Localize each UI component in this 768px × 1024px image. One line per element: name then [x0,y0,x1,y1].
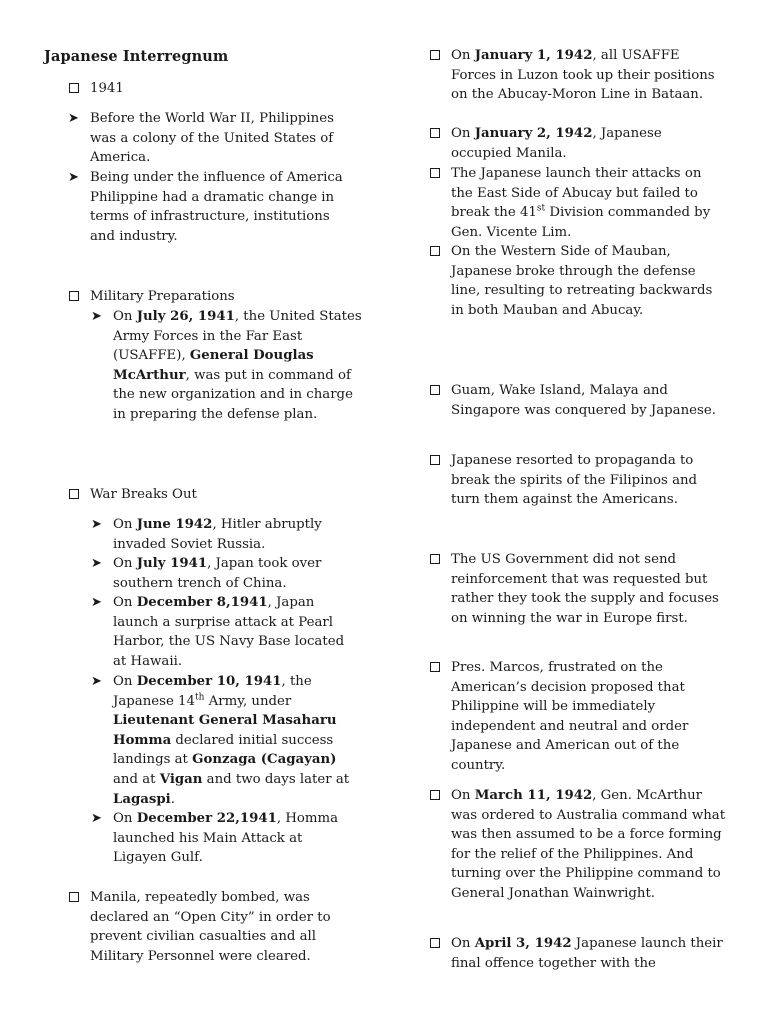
item-text: Japanese resorted to propaganda to break the spirits of the Filipinos and turn them against the Americans. [451,453,698,508]
arrow-bullet-icon: ➤ [68,170,79,185]
arrow-bullet-icon: ➤ [91,309,102,324]
place-name: Vigan [159,771,203,787]
item-text: declared initial success landings at [113,732,334,768]
item-text: On the Western Side of Mauban, Japanese broke through the defense line, resulting to retreating backwards in both Mauban and Abucay. [451,244,713,318]
arrow-bullet-icon: ➤ [91,556,102,571]
list-item-war-2 [91,554,353,593]
list-item-right-4 [451,242,726,320]
list-item-military-1 [91,307,363,425]
item-text: Military Preparations [90,289,235,304]
item-text: War Breaks Out [90,487,197,502]
section-heading-war [90,485,360,505]
item-text: On [113,556,137,571]
arrow-bullet-icon: ➤ [91,811,102,826]
list-item-war-5 [91,809,358,868]
item-text: The US Government did not send reinforcement that was requested but rather they took the supply and focuses on winning the war in Europe first. [451,552,719,626]
list-item-right-2 [451,124,716,163]
item-text: On [451,788,475,803]
checkbox-bullet-icon [430,455,440,465]
checkbox-bullet-icon [69,489,79,499]
list-item-right-5 [451,381,716,420]
page-title: Japanese Interregnum [44,48,229,65]
checkbox-bullet-icon [430,385,440,395]
item-text: Army, under [204,693,292,709]
list-item-right-7 [451,550,723,628]
date-text: July 26, 1941 [136,309,235,324]
list-item-manila [90,888,362,966]
item-text: , all USAFFE Forces in Luzon took up their positions on the Abucay-Moron Line in Bataan. [451,48,715,103]
checkbox-bullet-icon [430,554,440,564]
list-item-right-8 [451,658,719,776]
place-name: Gonzaga (Cagayan) [192,752,337,768]
list-item-war-3 [91,593,361,671]
date-text: June 1942 [136,517,213,532]
superscript: th [194,692,205,703]
item-text: Japanese launch their final offence together with the [451,936,723,971]
list-item-right-9 [451,786,726,904]
arrow-bullet-icon: ➤ [91,674,102,689]
list-item-right-6 [451,451,726,510]
date-text: April 3, 1942 [474,936,572,951]
item-text: The Japanese launch their attacks on the East Side of Abucay but failed to break the 41 [451,166,702,221]
item-text: On [113,811,137,826]
checkbox-bullet-icon [430,662,440,672]
checkbox-bullet-icon [430,50,440,60]
item-text: Division commanded by Gen. Vicente Lim. [451,205,711,240]
item-text: Being under the influence of America Philippine had a dramatic change in terms of infrastructure, institutions and industry. [90,170,343,244]
list-item-war-1 [91,515,353,554]
item-text: and two days later at [202,771,350,787]
list-item-1941 [90,79,360,99]
arrow-bullet-icon: ➤ [91,517,102,532]
person-name: Lieutenant General Masaharu Homma [113,713,337,748]
item-text: On [451,48,475,63]
date-text: January 1, 1942 [474,48,593,63]
item-text: 1941 [90,81,124,96]
item-text: , the United States Army Forces in the Far East (USAFFE), [113,309,362,364]
checkbox-bullet-icon [430,938,440,948]
item-text: , Homma launched his Main Attack at Ligayen Gulf. [113,811,339,866]
checkbox-bullet-icon [69,291,79,301]
list-item-intro-2 [68,168,352,246]
checkbox-bullet-icon [430,246,440,256]
date-text: December 10, 1941 [136,674,282,689]
item-text: , Japanese occupied Manila. [451,126,662,161]
checkbox-bullet-icon [430,790,440,800]
checkbox-bullet-icon [430,168,440,178]
item-text: , was put in command of the new organization and in charge in preparing the defense plan. [113,367,353,422]
list-item-right-10 [451,934,726,973]
list-item-right-1 [451,46,716,105]
date-text: December 22,1941 [136,811,277,826]
item-text: , Gen. McArthur was ordered to Australia command what was then assumed to be a force forming for the relief of the Philippines. And turning over the Philippine command to General Jonathan Wainwright. [451,788,726,901]
date-text: July 1941 [136,556,208,571]
item-text: Manila, repeatedly bombed, was declared an “Open City” in order to prevent civilian casualties and all Military Personnel were cleared. [90,890,331,964]
item-text: On [113,674,137,689]
item-text: On [451,126,475,141]
list-item-war-4 [91,672,358,809]
item-text: Before the World War II, Philippines was a colony of the United States of America. [90,111,334,166]
arrow-bullet-icon: ➤ [91,595,102,610]
item-text: . [170,791,175,807]
date-text: March 11, 1942 [474,788,593,803]
checkbox-bullet-icon [69,892,79,902]
item-text: and at [113,771,160,787]
item-text: , the Japanese 14 [113,674,312,709]
item-text: Guam, Wake Island, Malaya and Singapore was conquered by Japanese. [451,383,716,418]
place-name: Lagaspi [113,791,171,807]
arrow-bullet-icon: ➤ [68,111,79,126]
person-name: General Douglas McArthur [113,348,314,383]
item-text: , Japan took over southern trench of China. [113,556,322,591]
date-text: December 8,1941 [136,595,268,610]
item-text: , Japan launch a surprise attack at Pearl Harbor, the US Navy Base located at Hawaii. [113,595,345,669]
item-text: Pres. Marcos, frustrated on the American’s decision proposed that Philippine will be immediately independent and neutral and order Japanese and American out of the country. [451,660,689,773]
item-text: On [451,936,475,951]
item-text: On [113,309,137,324]
checkbox-bullet-icon [430,128,440,138]
item-text: On [113,517,137,532]
date-text: January 2, 1942 [474,126,593,141]
item-text: , Hitler abruptly invaded Soviet Russia. [113,517,322,552]
section-heading-military [90,287,360,307]
list-item-intro-1 [68,109,360,168]
checkbox-bullet-icon [69,83,79,93]
superscript: st [536,203,546,214]
item-text: On [113,595,137,610]
list-item-right-3 [451,164,716,242]
